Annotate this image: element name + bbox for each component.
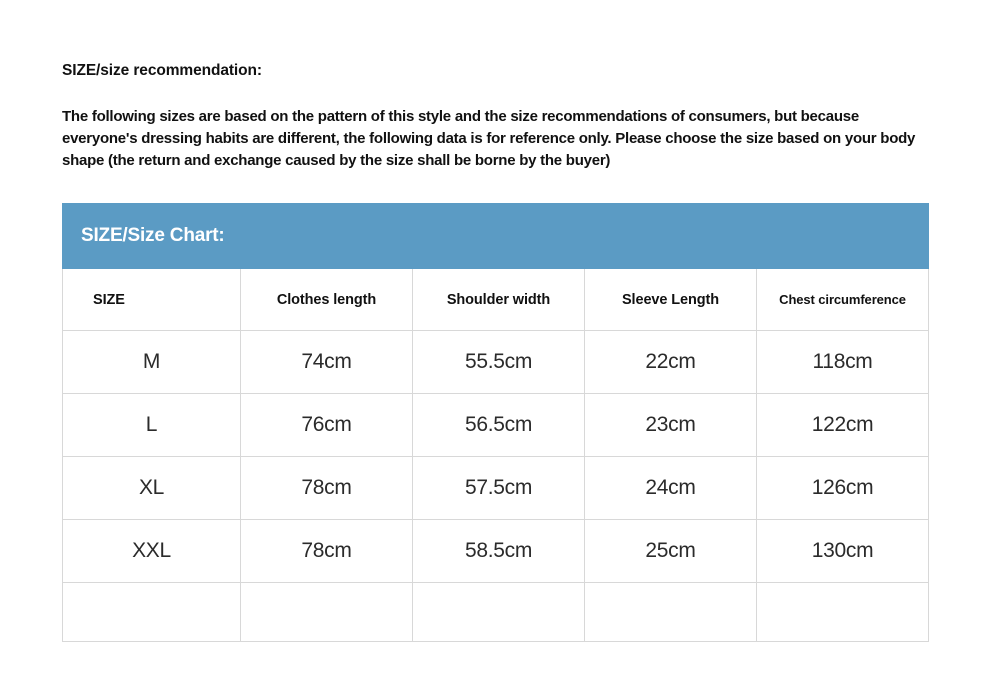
header-cell-size xyxy=(63,269,241,331)
size-chart-banner xyxy=(63,204,929,269)
banner-label: SIZE/Size Chart: xyxy=(81,225,225,247)
cell-shoulder-width xyxy=(413,457,585,520)
size-table-container xyxy=(62,203,928,642)
cell-chest-circumference xyxy=(757,457,929,520)
cell-size xyxy=(63,331,241,394)
cell-value: 56.5cm xyxy=(464,413,533,437)
cell-size xyxy=(63,520,241,583)
table-header-row xyxy=(63,269,929,331)
header-cell-clothes-length xyxy=(241,269,413,331)
cell-clothes-length xyxy=(241,583,413,642)
cell-sleeve-length xyxy=(585,331,757,394)
table-row-empty xyxy=(63,583,929,642)
cell-value: 22cm xyxy=(645,350,696,374)
cell-shoulder-width xyxy=(413,583,585,642)
table-row xyxy=(63,394,929,457)
cell-sleeve-length xyxy=(585,394,757,457)
cell-size xyxy=(63,457,241,520)
cell-value: XL xyxy=(138,476,165,500)
cell-value: 58.5cm xyxy=(464,539,533,563)
cell-value: 74cm xyxy=(301,350,352,374)
cell-chest-circumference xyxy=(757,520,929,583)
cell-value: 126cm xyxy=(811,476,874,500)
cell-value: 118cm xyxy=(812,350,873,374)
cell-value: 122cm xyxy=(811,413,874,437)
cell-value: XXL xyxy=(132,539,171,563)
cell-clothes-length xyxy=(241,520,413,583)
header-cell-chest-circumference xyxy=(757,269,929,331)
header-label-shoulder-width: Shoulder width xyxy=(446,291,551,308)
cell-value: 24cm xyxy=(645,476,696,500)
cell-size xyxy=(63,394,241,457)
cell-clothes-length xyxy=(241,331,413,394)
cell-clothes-length xyxy=(241,457,413,520)
cell-shoulder-width xyxy=(413,520,585,583)
table-row xyxy=(63,331,929,394)
cell-sleeve-length xyxy=(585,520,757,583)
header-cell-shoulder-width xyxy=(413,269,585,331)
header-cell-sleeve-length xyxy=(585,269,757,331)
header-label-sleeve-length: Sleeve Length xyxy=(621,291,719,308)
cell-chest-circumference xyxy=(757,331,929,394)
cell-value: 78cm xyxy=(301,476,352,500)
cell-shoulder-width xyxy=(413,394,585,457)
page-title: SIZE/size recommendation: xyxy=(62,62,262,79)
cell-sleeve-length xyxy=(585,457,757,520)
cell-value: 55.5cm xyxy=(464,350,533,374)
cell-value: 76cm xyxy=(301,413,352,437)
cell-value: 78cm xyxy=(301,539,352,563)
cell-value: 130cm xyxy=(811,539,874,563)
header-label-size: SIZE xyxy=(93,291,125,308)
cell-size xyxy=(63,583,241,642)
cell-clothes-length xyxy=(241,394,413,457)
cell-value: 25cm xyxy=(645,539,696,563)
cell-value: M xyxy=(142,350,161,374)
size-table xyxy=(62,203,929,642)
cell-chest-circumference xyxy=(757,394,929,457)
intro-paragraph: The following sizes are based on the pattern of this style and the size recommendations of consumers, but because everyone's dressing habits are different, the following data is for reference only. Please choose the size based on your body shape (the return and exchange caused by the size shall be borne by the buyer) xyxy=(62,108,916,169)
cell-value: 57.5cm xyxy=(464,476,533,500)
cell-value: 23cm xyxy=(645,413,696,437)
cell-value: L xyxy=(145,413,158,437)
table-row xyxy=(63,457,929,520)
header-label-clothes-length: Clothes length xyxy=(276,291,377,308)
table-row xyxy=(63,520,929,583)
table-banner-row xyxy=(63,204,929,269)
header-label-chest-circumference: Chest circumference xyxy=(779,291,906,307)
cell-chest-circumference xyxy=(757,583,929,642)
cell-shoulder-width xyxy=(413,331,585,394)
cell-sleeve-length xyxy=(585,583,757,642)
